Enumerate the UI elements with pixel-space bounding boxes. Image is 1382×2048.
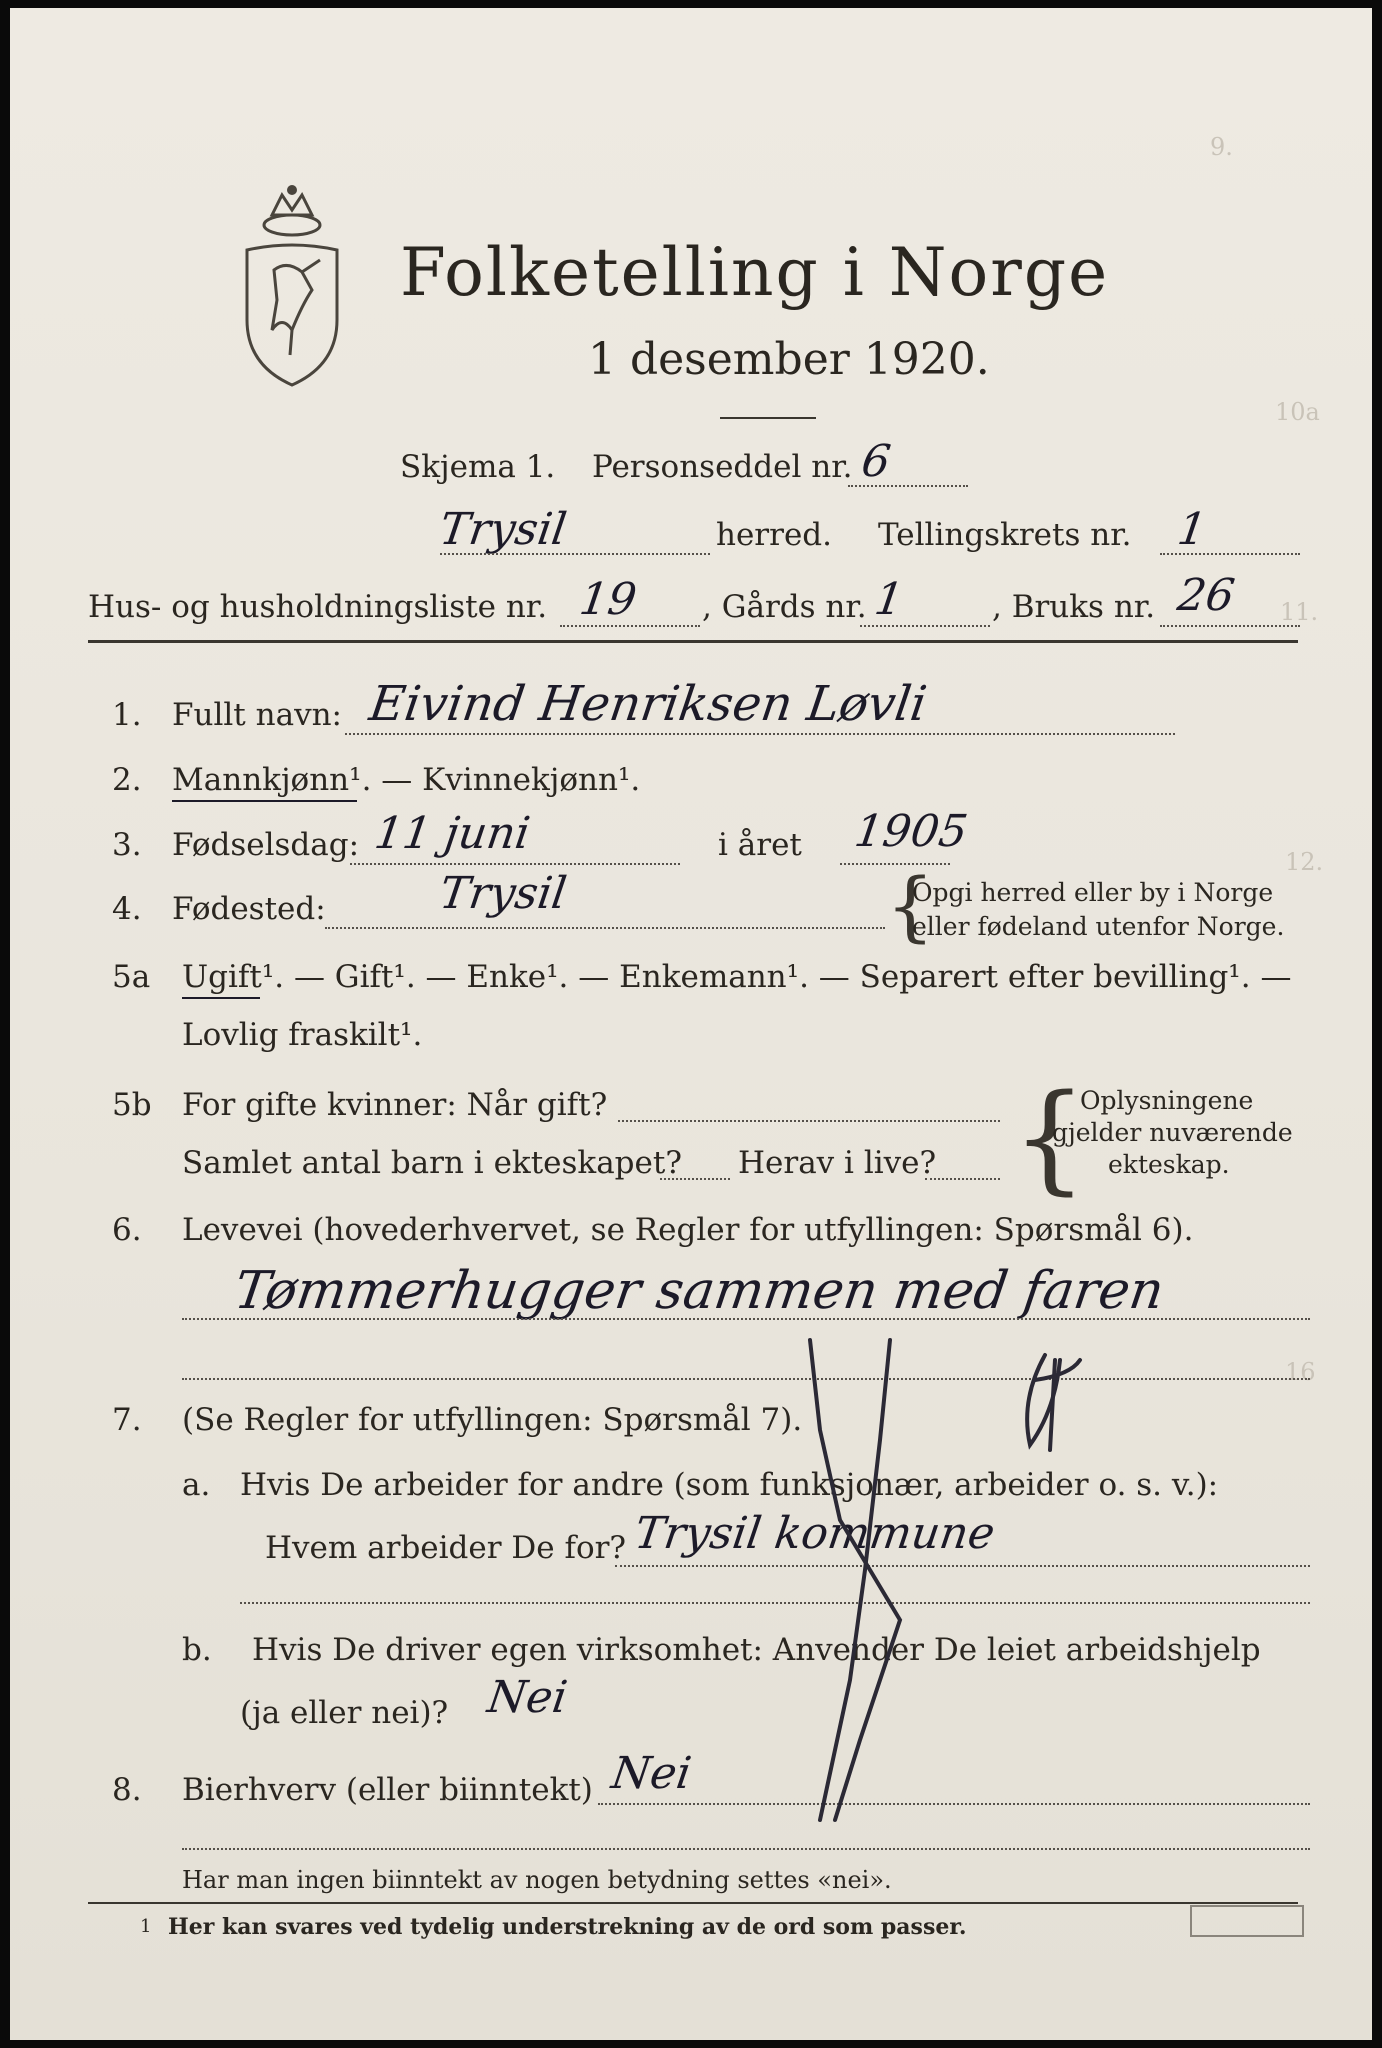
q2-number: 2. — [112, 762, 142, 798]
herred-value[interactable]: Trysil — [436, 504, 570, 555]
employer-line-2 — [240, 1602, 1310, 1604]
form-subtitle: 1 desember 1920. — [588, 334, 990, 385]
hus-value[interactable]: 19 — [576, 574, 640, 625]
q4-label: Fødested: — [172, 891, 326, 927]
married-date-line — [618, 1120, 1000, 1122]
q7-number: 7. — [112, 1402, 142, 1438]
q8-number: 8. — [112, 1772, 142, 1808]
q5b-label-children: Samlet antal barn i ekteskapet? — [182, 1145, 682, 1181]
birthday-line — [350, 863, 680, 865]
tellingskrets-line — [1160, 553, 1300, 555]
show-through-text: 11. — [1280, 598, 1319, 626]
show-through-text: 10a — [1275, 398, 1320, 426]
checkmark-strokes — [780, 1320, 1100, 1840]
alive-line — [925, 1178, 1000, 1180]
brace-icon: { — [886, 861, 935, 950]
show-through-text: 12. — [1285, 848, 1324, 876]
q5b-note-1: Oplysningene — [1080, 1086, 1254, 1115]
side-income-value[interactable]: Nei — [608, 1748, 695, 1799]
section-divider — [88, 640, 1298, 643]
bruks-value[interactable]: 26 — [1174, 570, 1238, 621]
employer-value[interactable]: Trysil kommune — [631, 1508, 998, 1559]
marital-selection-underline — [182, 997, 260, 999]
q5b-note-2: gjelder nuværende — [1052, 1118, 1293, 1147]
sex-options[interactable]: Mannkjønn¹. — Kvinnekjønn¹. — [172, 762, 641, 798]
brace-icon: { — [1012, 1068, 1088, 1206]
personseddel-line — [848, 485, 968, 487]
q1-number: 1. — [112, 697, 142, 733]
q5b-label-alive: Herav i live? — [738, 1145, 937, 1181]
birthplace-note-2: eller fødeland utenfor Norge. — [912, 912, 1285, 941]
q7b-label-2: (ja eller nei)? — [240, 1695, 449, 1731]
q1-label: Fullt navn: — [172, 697, 342, 733]
footnote-text: Her kan svares ved tydelig understrekning av de ord som passer. — [168, 1914, 967, 1940]
footer-note: Har man ingen biinntekt av nogen betydning settes «nei». — [182, 1866, 892, 1894]
occupation-value[interactable]: Tømmerhugger sammen med faren — [230, 1261, 1168, 1321]
skjema-label: Skjema 1. — [400, 449, 556, 485]
marital-status-options[interactable]: Ugift¹. — Gift¹. — Enke¹. — Enkemann¹. — Separert efter bevilling¹. — — [182, 959, 1292, 995]
children-line — [660, 1178, 730, 1180]
footer-rule — [88, 1902, 1298, 1904]
bruks-label: , Bruks nr. — [992, 589, 1156, 625]
tellingskrets-value[interactable]: 1 — [1174, 504, 1210, 555]
q8-label: Bierhverv (eller biinntekt) — [182, 1772, 593, 1808]
gards-line — [860, 625, 990, 627]
herred-label: herred. — [716, 517, 832, 553]
occupation-line-2 — [182, 1378, 1310, 1380]
birthday-value[interactable]: 11 juni — [371, 808, 534, 859]
q7b-label: Hvis De driver egen virksomhet: Anvender De leiet arbeidshjelp — [252, 1632, 1261, 1668]
footnote-mark: 1 — [140, 1916, 152, 1937]
q3-label: Fødselsdag: — [172, 827, 360, 863]
birth-year-value[interactable]: 1905 — [851, 806, 971, 857]
q7a-letter: a. — [182, 1467, 211, 1503]
personseddel-label: Personseddel nr. — [592, 449, 853, 485]
herred-line — [440, 553, 710, 555]
gards-label: , Gårds nr. — [702, 589, 867, 625]
sex-selection-underline — [172, 800, 357, 802]
q5b-number: 5b — [112, 1087, 152, 1123]
q7a-label-2: Hvem arbeider De for? — [265, 1530, 627, 1566]
q6-label: Levevei (hovederhvervet, se Regler for utfyllingen: Spørsmål 6). — [182, 1212, 1194, 1248]
gards-value[interactable]: 1 — [871, 574, 907, 625]
occupation-line — [182, 1318, 1310, 1320]
birthplace-value[interactable]: Trysil — [436, 868, 570, 919]
q3-number: 3. — [112, 827, 142, 863]
bruks-line — [1160, 625, 1300, 627]
marital-status-options-2[interactable]: Lovlig fraskilt¹. — [182, 1017, 423, 1053]
tellingskrets-label: Tellingskrets nr. — [878, 517, 1132, 553]
form-title: Folketelling i Norge — [400, 234, 1110, 311]
q6-number: 6. — [112, 1212, 142, 1248]
q7-label: (Se Regler for utfyllingen: Spørsmål 7). — [182, 1402, 803, 1438]
q7a-label: Hvis De arbeider for andre (som funksjonær, arbeider o. s. v.): — [240, 1467, 1219, 1503]
q3-year-label: i året — [718, 827, 802, 863]
coat-of-arms-icon — [232, 180, 352, 390]
full-name-line — [345, 733, 1175, 735]
birthplace-line — [325, 927, 885, 929]
show-through-text: 16 — [1285, 1358, 1316, 1386]
q5b-note-3: ekteskap. — [1108, 1150, 1230, 1179]
side-income-line-2 — [182, 1848, 1310, 1850]
personseddel-value[interactable]: 6 — [858, 436, 894, 487]
show-through-text: 9. — [1210, 133, 1233, 161]
q4-number: 4. — [112, 891, 142, 927]
full-name-value[interactable]: Eivind Henriksen Løvli — [366, 676, 931, 732]
title-rule — [720, 417, 816, 419]
printer-stamp — [1190, 1905, 1304, 1937]
q5b-label-married: For gifte kvinner: Når gift? — [182, 1087, 608, 1123]
q7b-letter: b. — [182, 1632, 212, 1668]
birthplace-note-1: Opgi herred eller by i Norge — [912, 878, 1274, 907]
hus-line — [560, 625, 700, 627]
hired-help-value[interactable]: Nei — [484, 1672, 571, 1723]
q5a-number: 5a — [112, 959, 151, 995]
hus-label: Hus- og husholdningsliste nr. — [88, 589, 548, 625]
